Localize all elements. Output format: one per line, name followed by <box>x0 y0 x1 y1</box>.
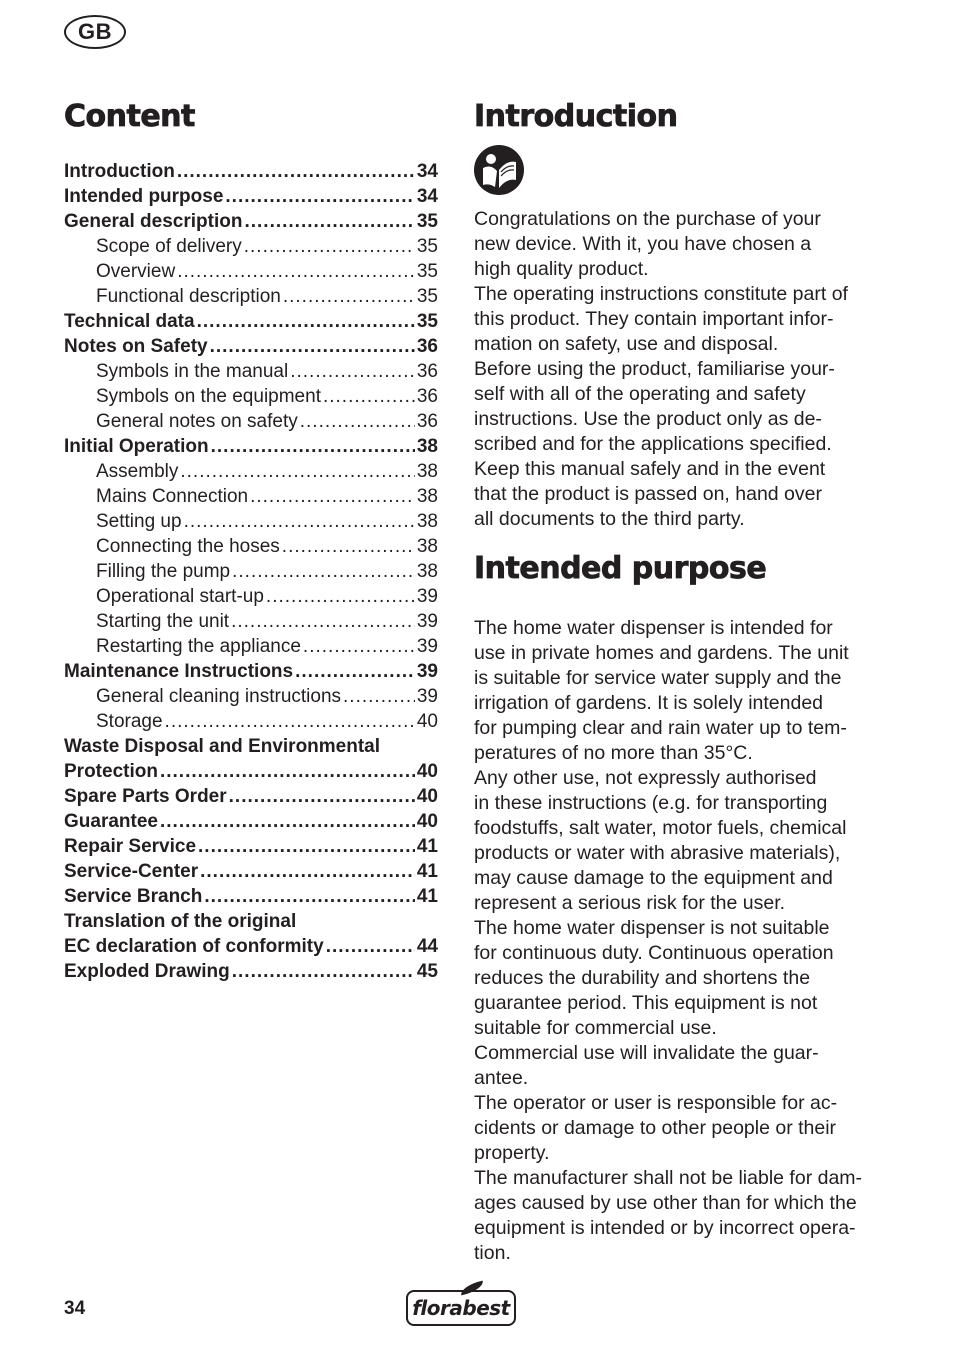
toc-leader-dots <box>211 434 415 459</box>
toc-entry-title: Introduction <box>64 161 175 182</box>
toc-entry <box>64 959 438 984</box>
toc-entry-title: Connecting the hoses <box>96 536 280 557</box>
toc-entry-page: 38 <box>416 561 438 582</box>
toc-entry <box>64 209 438 234</box>
toc-entry-title: Filling the pump <box>96 561 231 582</box>
logo-leaf-icon <box>459 1281 485 1296</box>
toc-entry-title: Symbols in the manual <box>96 361 289 382</box>
toc-entry-page: 41 <box>416 861 438 882</box>
toc-entry <box>64 759 438 784</box>
content-title: Content <box>64 99 195 134</box>
toc-leader-dots <box>290 359 415 384</box>
toc-entry-page: 35 <box>416 261 438 282</box>
toc-entry-title: Restarting the appliance <box>96 636 301 657</box>
read-manual-icon <box>474 145 524 195</box>
toc-entry <box>64 284 438 309</box>
toc-leader-dots <box>343 684 415 709</box>
toc-entry <box>64 584 438 609</box>
toc-entry-page: 35 <box>416 211 438 232</box>
toc-entry-page: 41 <box>416 886 438 907</box>
toc-entry <box>64 909 438 934</box>
toc-entry-title: Intended purpose <box>64 186 224 207</box>
toc-entry-page: 40 <box>416 811 438 832</box>
toc-leader-dots <box>229 784 415 809</box>
toc-entry-title: Setting up <box>96 511 182 532</box>
toc-entry-page: 40 <box>416 711 438 732</box>
toc-entry-page: 38 <box>416 461 438 482</box>
language-badge: GB <box>64 15 126 49</box>
toc-entry-title: Translation of the original <box>64 911 297 932</box>
toc-entry-page: 38 <box>416 486 438 507</box>
toc-leader-dots <box>283 284 415 309</box>
toc-entry-title: Initial Operation <box>64 436 209 457</box>
toc-entry-title: Functional description <box>96 286 281 307</box>
toc-entry-page: 38 <box>416 436 438 457</box>
toc-entry-title: Technical data <box>64 311 195 332</box>
toc-entry-page: 39 <box>416 611 438 632</box>
introduction-column <box>474 96 866 1266</box>
toc-entry-page: 36 <box>416 386 438 407</box>
toc-leader-dots <box>323 384 415 409</box>
toc-leader-dots <box>180 459 415 484</box>
toc-entry <box>64 484 438 509</box>
toc-leader-dots <box>282 534 415 559</box>
toc-leader-dots <box>232 559 415 584</box>
toc-entry-page: 35 <box>416 236 438 257</box>
toc-entry-page: 44 <box>416 936 438 957</box>
toc-entry-page: 36 <box>416 411 438 432</box>
toc-leader-dots <box>244 209 414 234</box>
toc-entry-title: Storage <box>96 711 163 732</box>
toc-entry <box>64 684 438 709</box>
intended-purpose-text: The home water dispenser is intended for use in private homes and gardens. The unit is suitable for service water supply and the irrigation of gardens. It is solely intended for pumping clear and rain water up to tem- peratures of no more than 35°C. Any other use, not expressly authorised in these instructions (e.g. for transporting foodstuffs, salt water, motor fuels, chemical products or water with abrasive materials), may cause damage to the equipment and represent a serious risk for the user. The home water dispenser is not suitable for continuous duty. Continuous operation reduces the durability and shortens the guarantee period. This equipment is not suitable for commercial use. Commercial use will invalidate the guar- antee. The operator or user is responsible for ac- cidents or damage to other people or their property. The manufacturer shall not be liable for dam- ages caused by use other than for which the equipment is intended or by incorrect opera- tion. <box>474 617 863 1264</box>
toc-leader-dots <box>266 584 415 609</box>
toc-entry <box>64 784 438 809</box>
toc-entry-title: Mains Connection <box>96 486 249 507</box>
toc-entry <box>64 659 438 684</box>
toc-leader-dots <box>197 309 415 334</box>
toc-entry <box>64 634 438 659</box>
toc-entry-title: Notes on Safety <box>64 336 208 357</box>
toc-entry-title: Maintenance Instructions <box>64 661 294 682</box>
toc-entry-page: 34 <box>416 186 438 207</box>
toc-entry-title: General description <box>64 211 243 232</box>
toc-entry-page: 38 <box>416 536 438 557</box>
toc-entry-page: 35 <box>416 286 438 307</box>
toc-entry <box>64 859 438 884</box>
toc-entry <box>64 609 438 634</box>
toc-entry <box>64 559 438 584</box>
toc-entry <box>64 934 438 959</box>
toc-leader-dots <box>160 809 415 834</box>
toc-entry-title: Operational start-up <box>96 586 264 607</box>
toc-entry <box>64 734 438 759</box>
toc-leader-dots <box>204 884 415 909</box>
toc-entry-title: Assembly <box>96 461 179 482</box>
toc-leader-dots <box>326 934 415 959</box>
toc-entry-title: Starting the unit <box>96 611 230 632</box>
content-section <box>64 96 438 984</box>
toc-entry-title: Service Branch <box>64 886 203 907</box>
toc-leader-dots <box>200 859 415 884</box>
toc-leader-dots <box>295 659 415 684</box>
toc-entry-page: 45 <box>416 961 438 982</box>
toc-entry <box>64 509 438 534</box>
toc-entry-title: General cleaning instructions <box>96 686 342 707</box>
toc-entry <box>64 409 438 434</box>
toc-entry <box>64 709 438 734</box>
toc-entry-page: 38 <box>416 511 438 532</box>
toc-entry-title: Spare Parts Order <box>64 786 227 807</box>
toc-entry-title: Protection <box>64 761 158 782</box>
intended-purpose-title: Intended purpose <box>474 551 767 586</box>
toc-entry-title: Symbols on the equipment <box>96 386 321 407</box>
toc-entry-page: 36 <box>416 336 438 357</box>
toc-leader-dots <box>244 234 415 259</box>
toc-entry <box>64 359 438 384</box>
introduction-text: Congratulations on the purchase of your new device. With it, you have chosen a high quality product. The operating instructions constitute part of this product. They contain important infor- mation on safety, use and disposal. Before using the product, familiarise your- self with all of the operating and safety instructions. Use the product only as de- scribed and for the applications specified. Keep this manual safely and in the event that the product is passed on, hand over all documents to the third party. <box>474 208 848 530</box>
table-of-contents <box>64 159 438 984</box>
toc-leader-dots <box>300 409 415 434</box>
toc-entry <box>64 834 438 859</box>
toc-entry-page: 39 <box>416 586 438 607</box>
toc-entry <box>64 159 438 184</box>
toc-entry <box>64 309 438 334</box>
toc-entry-title: General notes on safety <box>96 411 298 432</box>
toc-entry-page: 39 <box>416 661 438 682</box>
toc-leader-dots <box>160 759 415 784</box>
toc-entry-page: 39 <box>416 686 438 707</box>
toc-entry <box>64 259 438 284</box>
toc-leader-dots <box>210 334 415 359</box>
toc-entry-page: 41 <box>416 836 438 857</box>
toc-entry-title: Guarantee <box>64 811 158 832</box>
page-number: 34 <box>64 1298 86 1319</box>
toc-entry-page: 40 <box>416 786 438 807</box>
toc-leader-dots <box>177 159 415 184</box>
toc-entry-title: Scope of delivery <box>96 236 242 257</box>
toc-entry <box>64 434 438 459</box>
toc-entry <box>64 384 438 409</box>
toc-leader-dots <box>303 634 415 659</box>
toc-leader-dots <box>231 609 415 634</box>
toc-leader-dots <box>165 709 415 734</box>
toc-entry <box>64 809 438 834</box>
toc-leader-dots <box>184 509 415 534</box>
toc-entry-title: Exploded Drawing <box>64 961 230 982</box>
toc-leader-dots <box>177 259 415 284</box>
toc-leader-dots <box>232 959 415 984</box>
toc-entry-page: 35 <box>416 311 438 332</box>
toc-entry-page: 34 <box>416 161 438 182</box>
toc-leader-dots <box>250 484 415 509</box>
brand-name: florabest <box>412 1296 510 1320</box>
florabest-logo <box>406 1290 516 1326</box>
introduction-title: Introduction <box>474 99 678 134</box>
toc-entry-title: EC declaration of conformity <box>64 936 324 957</box>
toc-entry <box>64 334 438 359</box>
toc-entry-title: Overview <box>96 261 176 282</box>
toc-entry <box>64 234 438 259</box>
toc-entry-page: 39 <box>416 636 438 657</box>
toc-entry-page: 40 <box>416 761 438 782</box>
toc-leader-dots <box>198 834 415 859</box>
toc-entry-title: Service-Center <box>64 861 199 882</box>
toc-leader-dots <box>225 184 414 209</box>
toc-entry-title: Repair Service <box>64 836 197 857</box>
toc-entry-page: 36 <box>416 361 438 382</box>
toc-entry <box>64 184 438 209</box>
toc-entry <box>64 459 438 484</box>
toc-entry <box>64 534 438 559</box>
toc-entry <box>64 884 438 909</box>
toc-entry-title: Waste Disposal and Environmental <box>64 736 381 757</box>
